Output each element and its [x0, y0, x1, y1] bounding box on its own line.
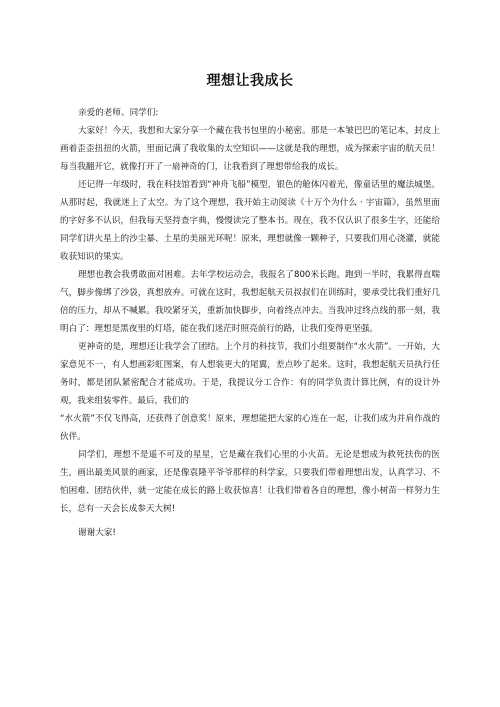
paragraph-2: 还记得一年级时，我在科技馆看到“神舟飞船”模型，银色的舱体闪着光，像童话里的魔法城堡。从那时起，我就迷上了太空。为了这个理想，我开始主动阅读《十万个为什么 · 宇宙篇》，虽然里面的字好多不认识，但我每天坚持查字典，慢慢读完了整本书。现在，我不仅认识了很多生字，还能给同学们讲火星上的沙尘暴、土星的美丽光环呢！原来，理想就像一颗种子，只要我们用心浇灌，就能收获知识的果实。 [60, 180, 440, 262]
salutation: 亲爱的老师、同学们: [78, 108, 159, 118]
paragraph-4: 更神奇的是，理想还让我学会了团结。上个月的科技节，我们小组要制作“水火箭”。一开始，大家意见不一，有人想画彩虹图案，有人想装更大的尾翼，差点吵了起来。这时，我想起航天员执行任务时，都是团队紧密配合才能成功。于是，我提议分工合作：有的同学负责计算比例，有的设计外观，我来组装零件。最后，我们的 [60, 342, 440, 406]
paragraph-5: 同学们，理想不是遥不可及的星星，它是藏在我们心里的小火苗。无论是想成为救死扶伤的医生，画出最美风景的画家，还是像袁隆平爷爷那样的科学家，只要我们带着理想出发，认真学习、不怕困难、团结伙伴，就一定能在成长的路上收获惊喜！让我们带着各自的理想，像小树苗一样努力生长，总有一天会长成参天大树! [60, 450, 440, 514]
paragraph-4-continued: “水火箭”不仅飞得高，还获得了创意奖！原来，理想能把大家的心连在一起，让我们成为并肩作战的伙伴。 [60, 414, 440, 442]
document-title: 理想让我成长 [206, 73, 294, 89]
paragraph-3: 理想也教会我勇敢面对困难。去年学校运动会，我报名了800米长跑。跑到一半时，我累得直喘气，脚步像绑了沙袋，真想放弃。可就在这时，我想起航天员叔叔们在训练时，要承受比我们重好几倍的压力，却从不喊累。我咬紧牙关，重新加快脚步，向着终点冲去。当我冲过终点线的那一刻，我明白了：理想是黑夜里的灯塔，能在我们迷茫时照亮前行的路，让我们变得更坚强。 [60, 270, 440, 334]
paragraph-1: 大家好！今天，我想和大家分享一个藏在我书包里的小秘密。那是一本皱巴巴的笔记本，封皮上画着歪歪扭扭的火箭，里面记满了我收集的太空知识——这就是我的理想，成为探索宇宙的航天员！每当我翻开它，就像打开了一扇神奇的门，让我看到了理想带给我的成长。 [60, 126, 440, 172]
closing: 谢谢大家! [78, 528, 116, 538]
